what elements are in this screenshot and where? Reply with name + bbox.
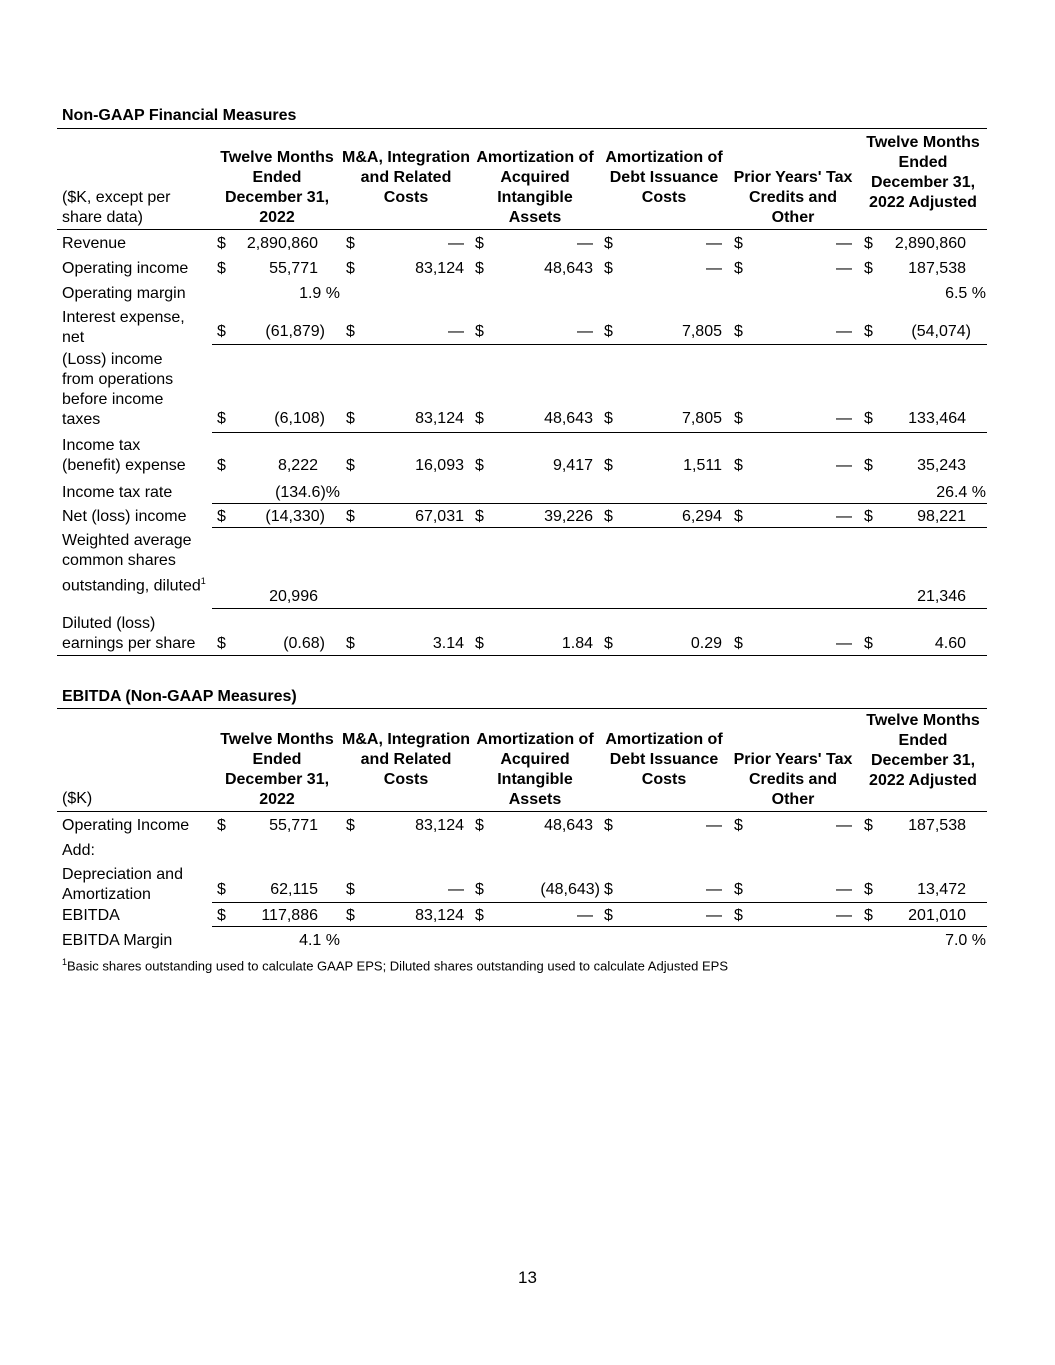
t1-subtotal-rule-5 (212, 608, 987, 609)
dollar-sign: $ (346, 635, 355, 652)
t1-taxexp-c1: 8,222 (277, 457, 318, 474)
t1-netincome-c3: 39,226 (544, 508, 593, 525)
footnote (62, 957, 728, 973)
page-number: 13 (518, 1268, 537, 1287)
t1-revenue-c6: 2,890,860 (894, 235, 966, 252)
dollar-sign: $ (475, 323, 484, 340)
dollar-sign: $ (475, 817, 484, 834)
dollar-sign: $ (346, 817, 355, 834)
dollar-sign: $ (734, 323, 743, 340)
table1-col-header-1: Twelve Months Ended December 31, 2022 (220, 149, 334, 226)
t1-subtotal-rule-3 (212, 503, 987, 504)
dollar-sign: $ (734, 881, 743, 898)
dollar-sign: $ (604, 817, 613, 834)
t2-da-c3: (48,643) (540, 881, 600, 898)
t1-opincome-c2: 83,124 (415, 260, 464, 277)
table1-col-header-6: Twelve Months Ended December 31, 2022 Adjusted (866, 134, 980, 211)
dollar-sign: $ (864, 817, 873, 834)
t2-opincome-c4: — (706, 817, 722, 834)
t1-opincome-c4: — (706, 260, 722, 277)
t2-da-c1: 62,115 (270, 881, 318, 898)
t2-opincome-c3: 48,643 (544, 817, 593, 834)
t1-subtotal-rule-2 (212, 432, 987, 433)
table2-col-header-2: M&A, Integration and Related Costs (342, 731, 470, 788)
dollar-sign: $ (864, 235, 873, 252)
t2-ebitda-c5: — (836, 907, 852, 924)
t2-row-opincome-label: Operating Income (62, 817, 190, 834)
table2-col-header-1: Twelve Months Ended December 31, 2022 (220, 731, 334, 808)
t2-da-c4: — (706, 881, 722, 898)
t1-shares-label-text: Weighted average common shares outstanding, diluted (62, 532, 201, 595)
footnote-marker: 1 (200, 576, 206, 586)
table1-top-rule (57, 128, 987, 129)
t1-taxexp-c3: 9,417 (552, 457, 593, 474)
dollar-sign: $ (475, 508, 484, 525)
dollar-sign: $ (604, 323, 613, 340)
t1-pretax-c2: 83,124 (415, 410, 464, 427)
dollar-sign: $ (864, 260, 873, 277)
t1-shares-c6: 21,346 (917, 588, 966, 605)
t2-row-da-label: Depreciation and Amortization (62, 866, 183, 903)
dollar-sign: $ (734, 907, 743, 924)
dollar-sign: $ (217, 508, 226, 525)
dollar-sign: $ (604, 635, 613, 652)
footnote-text: Basic shares outstanding used to calculate GAAP EPS; Diluted shares outstanding used to calculate Adjusted EPS (67, 958, 729, 974)
t2-margin-c6: 7.0 % (945, 932, 986, 949)
table2-col-header-6: Twelve Months Ended December 31, 2022 Adjusted (866, 712, 980, 789)
t1-taxexp-c2: 16,093 (415, 457, 464, 474)
t1-opincome-c3: 48,643 (544, 260, 593, 277)
table1-col-header-3: Amortization of Acquired Intangible Assets (476, 149, 594, 226)
t1-pretax-c5: — (836, 410, 852, 427)
t2-ebitda-c4: — (706, 907, 722, 924)
t1-row-netincome-label: Net (loss) income (62, 508, 187, 525)
table2-top-rule (57, 708, 987, 709)
dollar-sign: $ (217, 457, 226, 474)
t1-eps-c4: 0.29 (690, 635, 722, 652)
footnote-marker: 1 (62, 957, 68, 967)
table2-header-rule (57, 811, 987, 812)
dollar-sign: $ (217, 235, 226, 252)
table1-bottom-rule (57, 655, 987, 656)
dollar-sign: $ (864, 323, 873, 340)
t1-taxexp-c4: 1,511 (683, 457, 722, 474)
dollar-sign: $ (475, 235, 484, 252)
dollar-sign: $ (864, 457, 873, 474)
dollar-sign: $ (346, 907, 355, 924)
dollar-sign: $ (475, 907, 484, 924)
t1-eps-c2: 3.14 (432, 635, 464, 652)
dollar-sign: $ (217, 817, 226, 834)
t2-row-add-label: Add: (62, 842, 95, 859)
t1-row-shares-label (62, 531, 212, 596)
dollar-sign: $ (864, 881, 873, 898)
dollar-sign: $ (864, 907, 873, 924)
dollar-sign: $ (217, 635, 226, 652)
t2-ebitda-c2: 83,124 (415, 907, 464, 924)
t1-shares-c1: 20,996 (269, 588, 318, 605)
dollar-sign: $ (604, 881, 613, 898)
dollar-sign: $ (346, 410, 355, 427)
t1-opmargin-c1: 1.9 % (299, 285, 340, 302)
t1-taxexp-c5: — (836, 457, 852, 474)
t1-opincome-c6: 187,538 (908, 260, 966, 277)
t1-revenue-c4: — (706, 235, 722, 252)
table1-title: Non-GAAP Financial Measures (62, 107, 297, 124)
t1-revenue-c2: — (448, 235, 464, 252)
dollar-sign: $ (734, 260, 743, 277)
t1-eps-c5: — (836, 635, 852, 652)
t1-row-taxexp-label: Income tax (benefit) expense (62, 437, 186, 474)
dollar-sign: $ (475, 260, 484, 277)
t1-revenue-c1: 2,890,860 (246, 235, 318, 252)
dollar-sign: $ (346, 881, 355, 898)
t1-interest-c2: — (448, 323, 464, 340)
t2-da-c5: — (836, 881, 852, 898)
t2-opincome-c6: 187,538 (908, 817, 966, 834)
t1-eps-c3: 1.84 (561, 635, 593, 652)
dollar-sign: $ (734, 508, 743, 525)
dollar-sign: $ (734, 817, 743, 834)
table1-col-header-4: Amortization of Debt Issuance Costs (605, 149, 723, 206)
t2-opincome-c5: — (836, 817, 852, 834)
table2-title: EBITDA (Non-GAAP Measures) (62, 688, 297, 705)
dollar-sign: $ (217, 323, 226, 340)
t1-subtotal-rule-4 (212, 527, 987, 528)
t1-interest-c3: — (577, 323, 593, 340)
t1-eps-c6: 4.60 (934, 635, 966, 652)
dollar-sign: $ (864, 508, 873, 525)
t1-taxrate-c1: (134.6)% (275, 484, 340, 501)
dollar-sign: $ (864, 410, 873, 427)
t1-revenue-c5: — (836, 235, 852, 252)
t2-subtotal-rule-1 (212, 902, 987, 903)
t1-netincome-c5: — (836, 508, 852, 525)
t1-opincome-c5: — (836, 260, 852, 277)
dollar-sign: $ (734, 457, 743, 474)
dollar-sign: $ (346, 323, 355, 340)
dollar-sign: $ (475, 881, 484, 898)
t1-subtotal-rule-1 (212, 344, 987, 345)
t1-netincome-c1: (14,330) (265, 508, 325, 525)
t2-da-c6: 13,472 (917, 881, 966, 898)
t2-row-ebitda-label: EBITDA (62, 907, 120, 924)
table2-col-header-4: Amortization of Debt Issuance Costs (605, 731, 723, 788)
t2-opincome-c1: 55,771 (269, 817, 318, 834)
table1-col-header-5: Prior Years' Tax Credits and Other (733, 169, 853, 226)
dollar-sign: $ (217, 260, 226, 277)
dollar-sign: $ (604, 907, 613, 924)
t1-row-eps-label: Diluted (loss) earnings per share (62, 615, 196, 652)
t1-netincome-c6: 98,221 (917, 508, 966, 525)
dollar-sign: $ (346, 457, 355, 474)
t1-row-revenue-label: Revenue (62, 235, 127, 252)
dollar-sign: $ (604, 508, 613, 525)
t2-ebitda-c1: 117,886 (261, 907, 318, 924)
table2-col-header-5: Prior Years' Tax Credits and Other (733, 751, 853, 808)
dollar-sign: $ (475, 457, 484, 474)
dollar-sign: $ (217, 410, 226, 427)
t2-margin-c1: 4.1 % (299, 932, 340, 949)
t1-eps-c1: (0.68) (283, 635, 325, 652)
t2-ebitda-c6: 201,010 (908, 907, 966, 924)
dollar-sign: $ (734, 635, 743, 652)
t1-taxexp-c6: 35,243 (917, 457, 966, 474)
table1-col-header-2: M&A, Integration and Related Costs (342, 149, 470, 206)
t1-row-interest-label: Interest expense, net (62, 309, 185, 346)
dollar-sign: $ (346, 260, 355, 277)
dollar-sign: $ (734, 235, 743, 252)
t2-ebitda-c3: — (577, 907, 593, 924)
dollar-sign: $ (864, 635, 873, 652)
dollar-sign: $ (346, 508, 355, 525)
t2-row-margin-label: EBITDA Margin (62, 932, 173, 949)
t1-pretax-c3: 48,643 (544, 410, 593, 427)
dollar-sign: $ (475, 410, 484, 427)
t2-opincome-c2: 83,124 (415, 817, 464, 834)
t2-da-c2: — (448, 881, 464, 898)
t1-row-opincome-label: Operating income (62, 260, 189, 277)
dollar-sign: $ (734, 410, 743, 427)
t1-revenue-c3: — (577, 235, 593, 252)
t1-pretax-c4: 7,805 (681, 410, 722, 427)
dollar-sign: $ (346, 235, 355, 252)
dollar-sign: $ (604, 235, 613, 252)
t1-interest-c6: (54,074) (911, 323, 971, 340)
table1-header-first: ($K, except per share data) (62, 189, 171, 226)
dollar-sign: $ (604, 260, 613, 277)
t1-opmargin-c6: 6.5 % (945, 285, 986, 302)
dollar-sign: $ (604, 457, 613, 474)
t1-interest-c5: — (836, 323, 852, 340)
dollar-sign: $ (475, 635, 484, 652)
t1-taxrate-c6: 26.4 % (936, 484, 986, 501)
t1-row-opmargin-label: Operating margin (62, 285, 186, 302)
t1-pretax-c6: 133,464 (908, 410, 966, 427)
t2-subtotal-rule-2 (212, 926, 987, 927)
table1-header-rule (57, 229, 987, 230)
t1-opincome-c1: 55,771 (269, 260, 318, 277)
t1-pretax-c1: (6,108) (274, 410, 325, 427)
t1-netincome-c2: 67,031 (415, 508, 464, 525)
t1-interest-c1: (61,879) (265, 323, 325, 340)
t1-interest-c4: 7,805 (681, 323, 722, 340)
t1-row-pretax-label: (Loss) income from operations before income taxes (62, 351, 174, 428)
dollar-sign: $ (217, 907, 226, 924)
t1-row-taxrate-label: Income tax rate (62, 484, 173, 501)
dollar-sign: $ (604, 410, 613, 427)
table2-header-first: ($K) (62, 790, 93, 807)
t1-netincome-c4: 6,294 (681, 508, 722, 525)
dollar-sign: $ (217, 881, 226, 898)
table2-col-header-3: Amortization of Acquired Intangible Assets (476, 731, 594, 808)
